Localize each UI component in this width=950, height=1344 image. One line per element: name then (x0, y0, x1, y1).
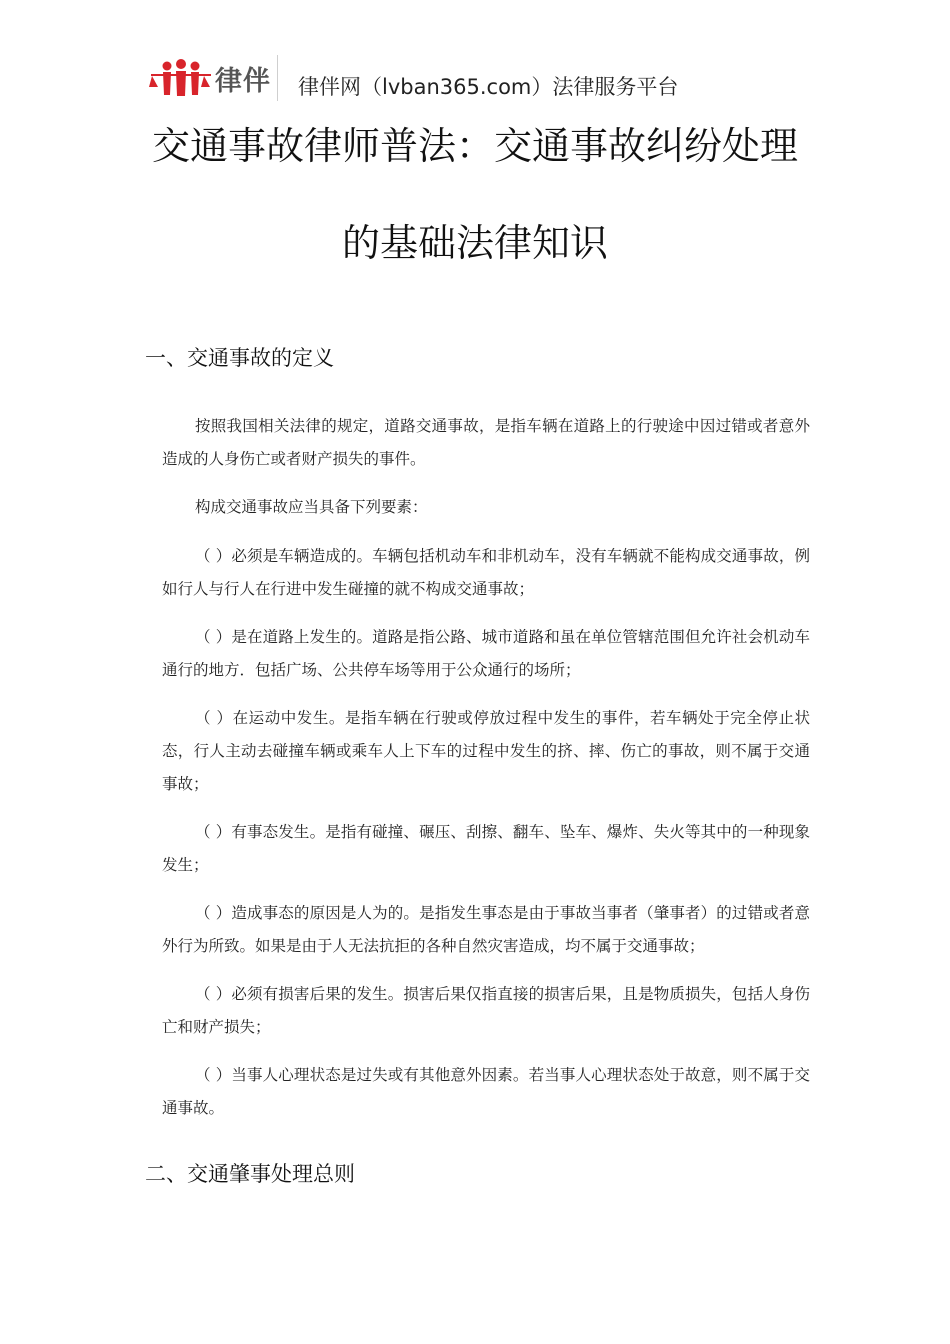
list-item: （ ）是在道路上发生的。道路是指公路、城市道路和虽在单位管辖范围但允许社会机动车通行的地方．包括广场、公共停车场等用于公众通行的场所； (162, 628, 810, 679)
list-item: （ ）当事人心理状态是过失或有其他意外因素。若当事人心理状态处于故意，则不属于交通事故。 (162, 1066, 810, 1117)
list-item: （ ）有事态发生。是指有碰撞、碾压、刮擦、翻车、坠车、爆炸、失火等其中的一种现象发生； (162, 823, 810, 874)
list-item: （ ）造成事态的原因是人为的。是指发生事态是由于事故当事者（肇事者）的过错或者意外行为所致。如果是由于人无法抗拒的各种自然灾害造成，均不属于交通事故； (162, 904, 810, 955)
list-item: （ ）在运动中发生。是指车辆在行驶或停放过程中发生的事件，若车辆处于完全停止状态，行人主动去碰撞车辆或乘车人上下车的过程中发生的挤、摔、伤亡的事故，则不属于交通事故； (162, 709, 810, 793)
section-heading: 二、交通肇事处理总则 (145, 1162, 355, 1186)
logo-wordmark: 律伴 (215, 66, 271, 97)
lvban-logo (145, 55, 278, 101)
list-item: （ ）必须有损害后果的发生。损害后果仅指直接的损害后果，且是物质损失，包括人身伤亡和财产损失； (162, 985, 810, 1036)
site-name: 律伴网（lvban365.com）法律服务平台 (298, 75, 679, 99)
people-scale-logo-icon (149, 59, 213, 97)
list-item: （ ）必须是车辆造成的。车辆包括机动车和非机动车，没有车辆就不能构成交通事故，例如行人与行人在行进中发生碰撞的就不构成交通事故； (162, 547, 810, 598)
document-title-line-1: 交通事故律师普法：交通事故纠纷处理 (151, 124, 798, 168)
document-title-line-2: 的基础法律知识 (341, 221, 608, 265)
page-header (145, 55, 845, 101)
section-heading: 一、交通事故的定义 (145, 346, 334, 370)
paragraph: 构成交通事故应当具备下列要素： (195, 498, 428, 516)
paragraph: 按照我国相关法律的规定，道路交通事故，是指车辆在道路上的行驶途中因过错或者意外造成的人身伤亡或者财产损失的事件。 (162, 417, 810, 468)
